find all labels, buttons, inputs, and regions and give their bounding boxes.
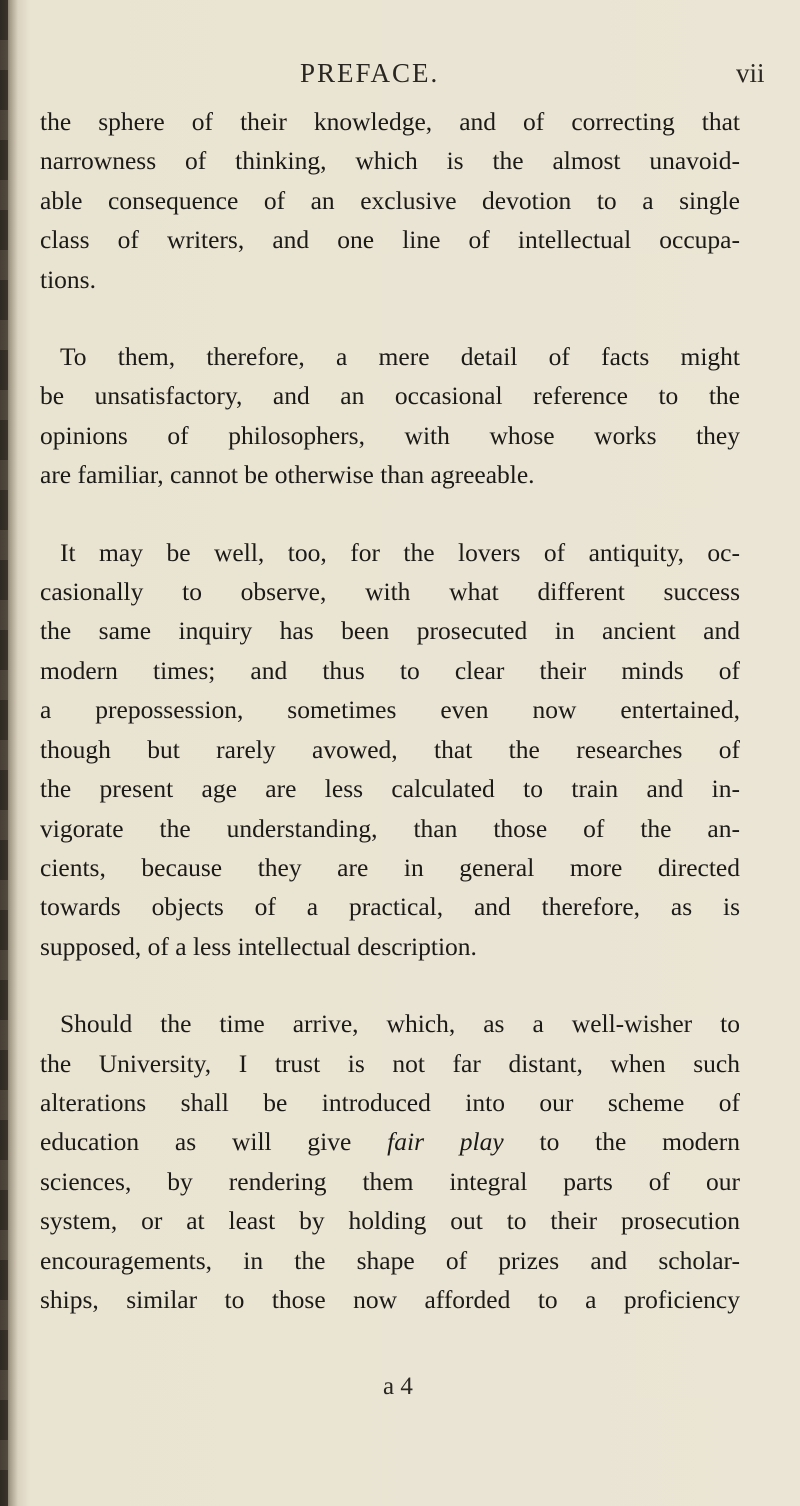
text-line: cients, because they are in general more directed <box>40 852 740 882</box>
text-line: are familiar, cannot be otherwise than agreeable. <box>40 460 535 490</box>
paragraph-4 <box>40 1004 740 1319</box>
text-line: the same inquiry has been prosecuted in ancient and <box>40 616 740 646</box>
text-line: the present age are less calculated to train and in- <box>40 774 740 804</box>
text-line: opinions of philosophers, with whose works they <box>40 420 740 450</box>
italic-phrase: fair play <box>387 1127 504 1157</box>
text-line: ships, similar to those now afforded to a proficiency <box>40 1284 740 1314</box>
text-line-with-italic <box>40 1122 740 1161</box>
text-line: casionally to observe, with what different success <box>40 577 740 607</box>
text-line: the University, I trust is not far distant, when such <box>40 1048 740 1078</box>
text-line: tions. <box>40 264 96 294</box>
running-title: PREFACE. <box>300 58 440 88</box>
text-line: though but rarely avowed, that the researches of <box>40 734 740 764</box>
page-header <box>0 58 800 98</box>
text-line: alterations shall be introduced into our scheme of <box>40 1087 740 1117</box>
page-number: vii <box>736 58 765 88</box>
text-line: be unsatisfactory, and an occasional reference to the <box>40 381 740 411</box>
body-text <box>40 102 740 1319</box>
paragraph-1 <box>40 102 740 299</box>
text-line: vigorate the understanding, than those of the an- <box>40 813 740 843</box>
text-line: narrowness of thinking, which is the almost unavoid- <box>40 146 740 176</box>
text-line: system, or at least by holding out to their prosecution <box>40 1206 740 1236</box>
text-line: It may be well, too, for the lovers of antiquity, oc- <box>60 537 740 567</box>
text-line: modern times; and thus to clear their minds of <box>40 655 740 685</box>
paragraph-2 <box>40 337 740 495</box>
text-line: able consequence of an exclusive devotion to a single <box>40 185 740 215</box>
signature-mark: a 4 <box>383 1373 413 1400</box>
text-line: encouragements, in the shape of prizes and scholar- <box>40 1245 740 1275</box>
text-line: a prepossession, sometimes even now entertained, <box>40 695 740 725</box>
paragraph-3 <box>40 533 740 966</box>
text-line: class of writers, and one line of intellectual occupa- <box>40 225 740 255</box>
text-line: the sphere of their knowledge, and of correcting that <box>40 107 740 136</box>
text-line: sciences, by rendering them integral parts of our <box>40 1166 740 1196</box>
text-line: To them, therefore, a mere detail of facts might <box>60 342 740 372</box>
text-segment: education as will give <box>40 1127 388 1157</box>
binding-edge <box>0 0 8 1506</box>
text-line: supposed, of a less intellectual description. <box>40 931 477 961</box>
text-line: Should the time arrive, which, as a well-wisher to <box>60 1009 740 1039</box>
text-line: towards objects of a practical, and therefore, as is <box>40 892 740 922</box>
text-segment: to the modern <box>503 1127 740 1157</box>
